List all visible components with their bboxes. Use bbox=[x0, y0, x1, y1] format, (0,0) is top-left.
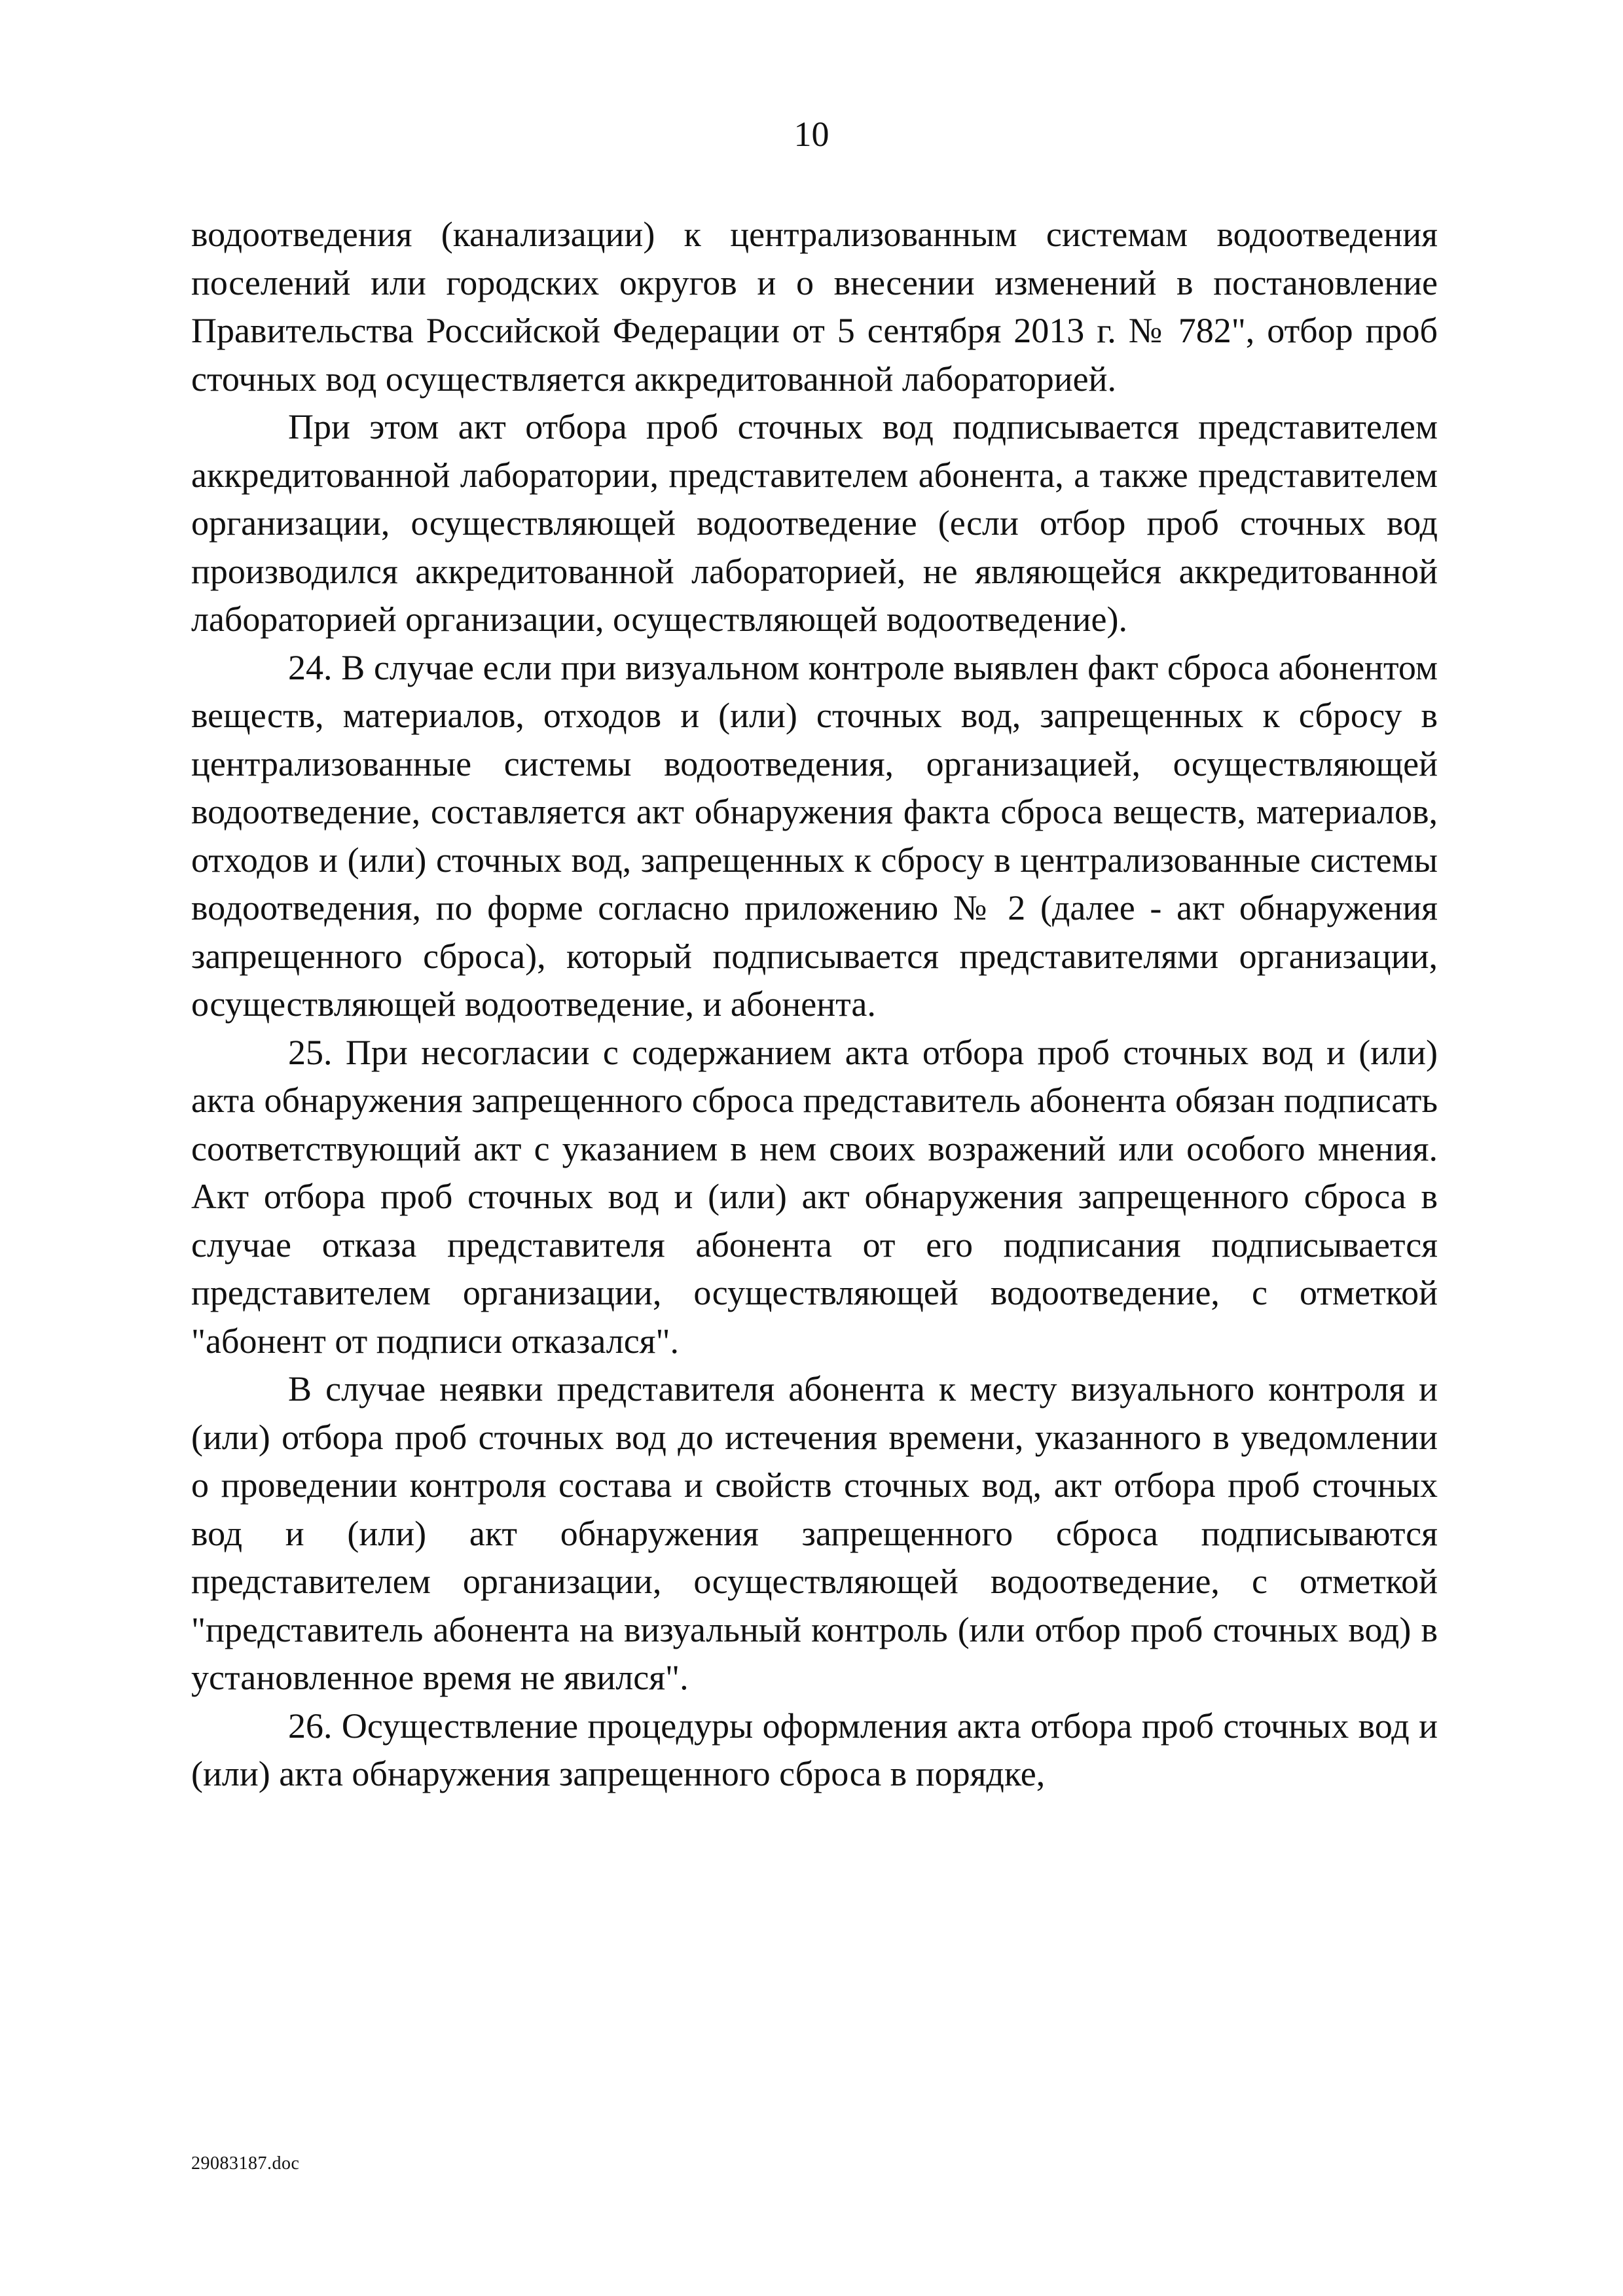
document-body bbox=[191, 211, 1438, 1799]
paragraph-item-26: 26. Осуществление процедуры оформления акта отбора проб сточных вод и (или) акта обнаружения запрещенного сброса в порядке, bbox=[191, 1706, 1438, 1793]
paragraph-signing: При этом акт отбора проб сточных вод подписывается представителем аккредитованной лаборатории, представителем абонента, а также представителем организации, осуществляющей водоотведение (если отбор проб сточных вод производился аккредитованной лабораторией, не являющейся аккредитованной лабораторией организации, осуществляющей водоотведение). bbox=[191, 407, 1438, 639]
footer-doc-code: 29083187.doc bbox=[191, 2153, 300, 2174]
paragraph-item-25: 25. При несогласии с содержанием акта отбора проб сточных вод и (или) акта обнаружения запрещенного сброса представитель абонента обязан подписать соответствующий акт с указанием в нем своих возражений или особого мнения. Акт отбора проб сточных вод и (или) акт обнаружения запрещенного сброса в случае отказа представителя абонента от его подписания подписывается представителем организации, осуществляющей водоотведение, с отметкой "абонент от подписи отказался". bbox=[191, 1032, 1438, 1361]
paragraph-no-show: В случае неявки представителя абонента к месту визуального контроля и (или) отбора проб сточных вод до истечения времени, указанного в уведомлении о проведении контроля состава и свойств сточных вод, акт отбора проб сточных вод и (или) акт обнаружения запрещенного сброса подписываются представителем организации, осуществляющей водоотведение, с отметкой "представитель абонента на визуальный контроль (или отбор проб сточных вод) в установленное время не явился". bbox=[191, 1369, 1438, 1697]
paragraph-item-24: 24. В случае если при визуальном контроле выявлен факт сброса абонентом веществ, материалов, отходов и (или) сточных вод, запрещенных к сбросу в централизованные системы водоотведения, организацией, осуществляющей водоотведение, составляется акт обнаружения факта сброса веществ, материалов, отходов и (или) сточных вод, запрещенных к сбросу в централизованные системы водоотведения, по форме согласно приложению № 2 (далее - акт обнаружения запрещенного сброса), который подписывается представителями организации, осуществляющей водоотведение, и абонента. bbox=[191, 647, 1438, 1024]
page-number: 10 bbox=[793, 115, 830, 154]
paragraph-continuation: водоотведения (канализации) к централизованным системам водоотведения поселений или городских округов и о внесении изменений в постановление Правительства Российской Федерации от 5 сентября 2013 г. № 782", отбор проб сточных вод осуществляется аккредитованной лабораторией. bbox=[191, 215, 1438, 399]
